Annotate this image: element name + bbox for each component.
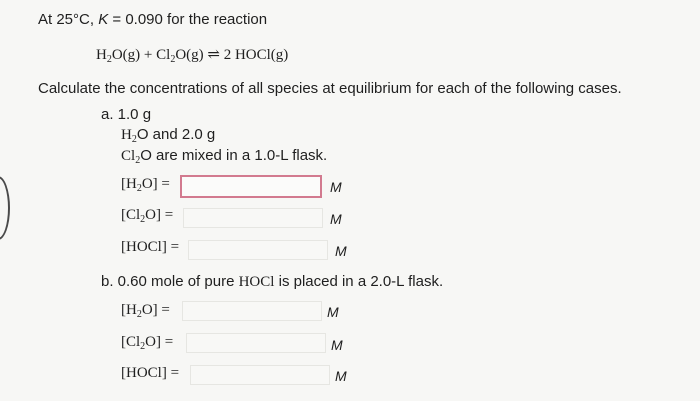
equilibrium-arrow: ⇌ xyxy=(207,47,220,63)
b1-b: HOCl xyxy=(238,274,275,290)
b-h2o-unit: M xyxy=(327,304,339,320)
b-hocl-input[interactable] xyxy=(190,365,330,385)
b-cl2o-label-sub: 2 xyxy=(140,341,146,352)
a-cl2o-input[interactable] xyxy=(183,208,323,228)
a-hocl-label-a: [HOCl] = xyxy=(121,239,180,255)
part-a-line2 xyxy=(121,126,215,144)
a-hocl-unit: M xyxy=(335,243,347,259)
b1-a: b. 0.60 mole of pure xyxy=(101,273,239,290)
a-cl2o-unit: M xyxy=(330,211,342,227)
b-hocl-unit: M xyxy=(335,368,347,384)
a-cl2o-label-a: [Cl xyxy=(121,207,141,223)
b-h2o-label-a: [H xyxy=(121,302,137,318)
a-hocl-label xyxy=(121,239,179,256)
k-value: = 0.090 xyxy=(108,11,168,28)
b-cl2o-unit: M xyxy=(331,337,343,353)
a2-a: H xyxy=(121,127,132,143)
reaction-sub-2: 2 xyxy=(170,54,176,65)
a3-b: O are mixed in a 1.0-L flask. xyxy=(140,147,328,164)
b-cl2o-label xyxy=(121,334,173,351)
a-h2o-label-a: [H xyxy=(121,176,137,192)
b1-c: is placed in a 2.0-L flask. xyxy=(274,273,444,290)
intro-prefix: At 25°C, xyxy=(38,11,99,28)
k-symbol: K xyxy=(98,11,109,28)
a3-a: Cl xyxy=(121,148,136,164)
instruction-text: Calculate the concentrations of all species at equilibrium for each of the following cases. xyxy=(38,80,622,97)
a-h2o-input[interactable] xyxy=(180,175,322,198)
a3-sub: 2 xyxy=(135,155,141,166)
reaction-equation xyxy=(96,45,288,64)
intro-suffix: for the reaction xyxy=(167,11,268,28)
b-cl2o-label-a: [Cl xyxy=(121,334,141,350)
reaction-product: 2 HOCl(g) xyxy=(219,47,289,63)
a-h2o-unit: M xyxy=(330,179,342,195)
a-h2o-label-sub: 2 xyxy=(136,183,142,194)
b-hocl-label xyxy=(121,365,179,382)
a-h2o-label-b: O] = xyxy=(141,176,170,192)
b-h2o-input[interactable] xyxy=(182,301,322,321)
part-a-line3 xyxy=(121,147,327,165)
a2-b: O and 2.0 g xyxy=(136,126,216,143)
a-hocl-input[interactable] xyxy=(188,240,328,260)
b-h2o-label-b: O] = xyxy=(141,302,170,318)
b-h2o-label-sub: 2 xyxy=(136,309,142,320)
reaction-h: H xyxy=(96,47,107,63)
b-h2o-label xyxy=(121,302,170,319)
reaction-part-2: O(g) xyxy=(175,47,208,63)
page-edge-decoration xyxy=(0,176,10,240)
reaction-part-1: O(g) + Cl xyxy=(111,47,171,63)
part-a-line1: a. 1.0 g xyxy=(101,106,152,123)
a-h2o-label xyxy=(121,176,170,193)
a-cl2o-label xyxy=(121,207,173,224)
intro-text xyxy=(38,11,267,28)
b-hocl-label-a: [HOCl] = xyxy=(121,365,180,381)
part-b-line1 xyxy=(101,273,443,291)
b-cl2o-input[interactable] xyxy=(186,333,326,353)
a2-sub: 2 xyxy=(131,134,137,145)
a-cl2o-label-sub: 2 xyxy=(140,214,146,225)
reaction-sub-1: 2 xyxy=(106,54,112,65)
a-cl2o-label-b: O] = xyxy=(145,207,174,223)
b-cl2o-label-b: O] = xyxy=(145,334,174,350)
